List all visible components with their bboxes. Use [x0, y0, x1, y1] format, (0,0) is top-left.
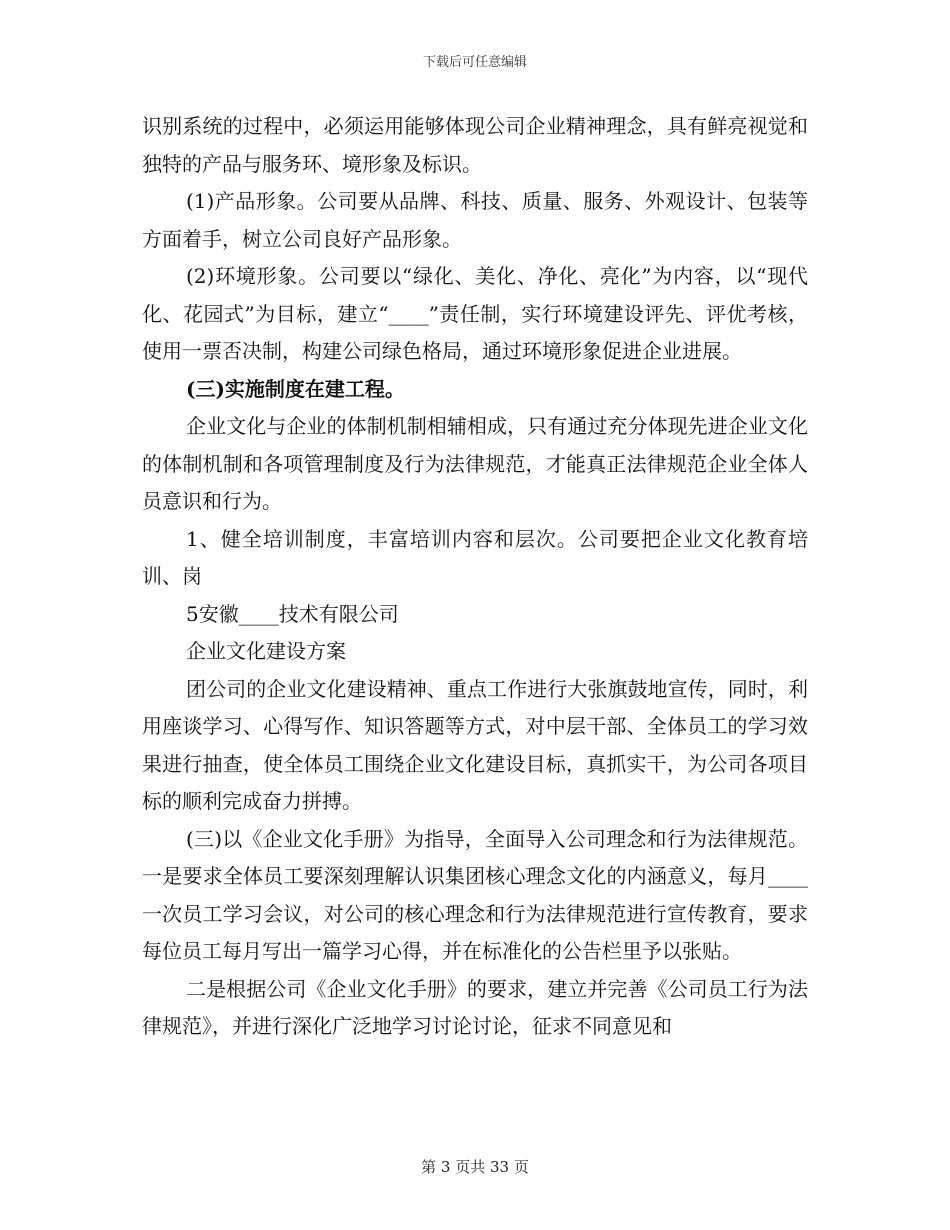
- paragraph-behavior-norms: 二是根据公司《企业文化手册》的要求，建立并完善《公司员工行为法律规范》，并进行深化广泛地学习讨论讨论，征求不同意见和: [142, 976, 808, 1038]
- paragraph-company-name: 5安徽____技术有限公司: [186, 601, 399, 626]
- paragraph-environment-image: (2)环境形象。公司要以“绿化、美化、净化、亮化”为内容，以“现代化、花园式”为目标，建立“____”责任制，实行环境建设评先、评优考核，使用一票否决制，构建公司绿色格局，通过环境形象促进企业进展。: [142, 264, 808, 363]
- paragraph-system-mechanism: 企业文化与企业的体制机制相辅相成，只有通过充分体现先进企业文化的体制机制和各项管理制度及行为法律规范，才能真正法律规范企业全体人员意识和行为。: [142, 414, 808, 513]
- paragraph-publicity: 团公司的企业文化建设精神、重点工作进行大张旗鼓地宣传，同时，利用座谈学习、心得写作、知识答题等方式，对中层干部、全体员工的学习效果进行抽查，使全体员工围绕企业文化建设目标，真抓实干，为公司各项目标的顺利完成奋力拼搏。: [142, 676, 808, 813]
- paragraph-product-image: (1)产品形象。公司要从品牌、科技、质量、服务、外观设计、包装等方面着手，树立公司良好产品形象。: [142, 189, 808, 251]
- document-body: [142, 108, 808, 1046]
- page-header: 下载后可任意编辑: [422, 55, 527, 70]
- paragraph-culture-handbook: (三)以《企业文化手册》为指导，全面导入公司理念和行为法律规范。一是要求全体员工要深刻理解认识集团核心理念文化的内涵意义，每月____一次员工学习会议，对公司的核心理念和行为法律规范进行宣传教育，要求每位员工每月写出一篇学习心得，并在标准化的公告栏里予以张贴。: [142, 826, 808, 963]
- paragraph-intro-continuation: 识别系统的过程中，必须运用能够体现公司企业精神理念，具有鲜亮视觉和独特的产品与服务环、境形象及标识。: [142, 114, 808, 176]
- paragraph-plan-title: 企业文化建设方案: [186, 639, 346, 663]
- paragraph-training-system: 1、健全培训制度，丰富培训内容和层次。公司要把企业文化教育培训、岗: [142, 526, 808, 588]
- section-heading-system-construction: (三)实施制度在建工程。: [186, 376, 405, 401]
- page-footer: 第 3 页共 33 页: [421, 1158, 529, 1176]
